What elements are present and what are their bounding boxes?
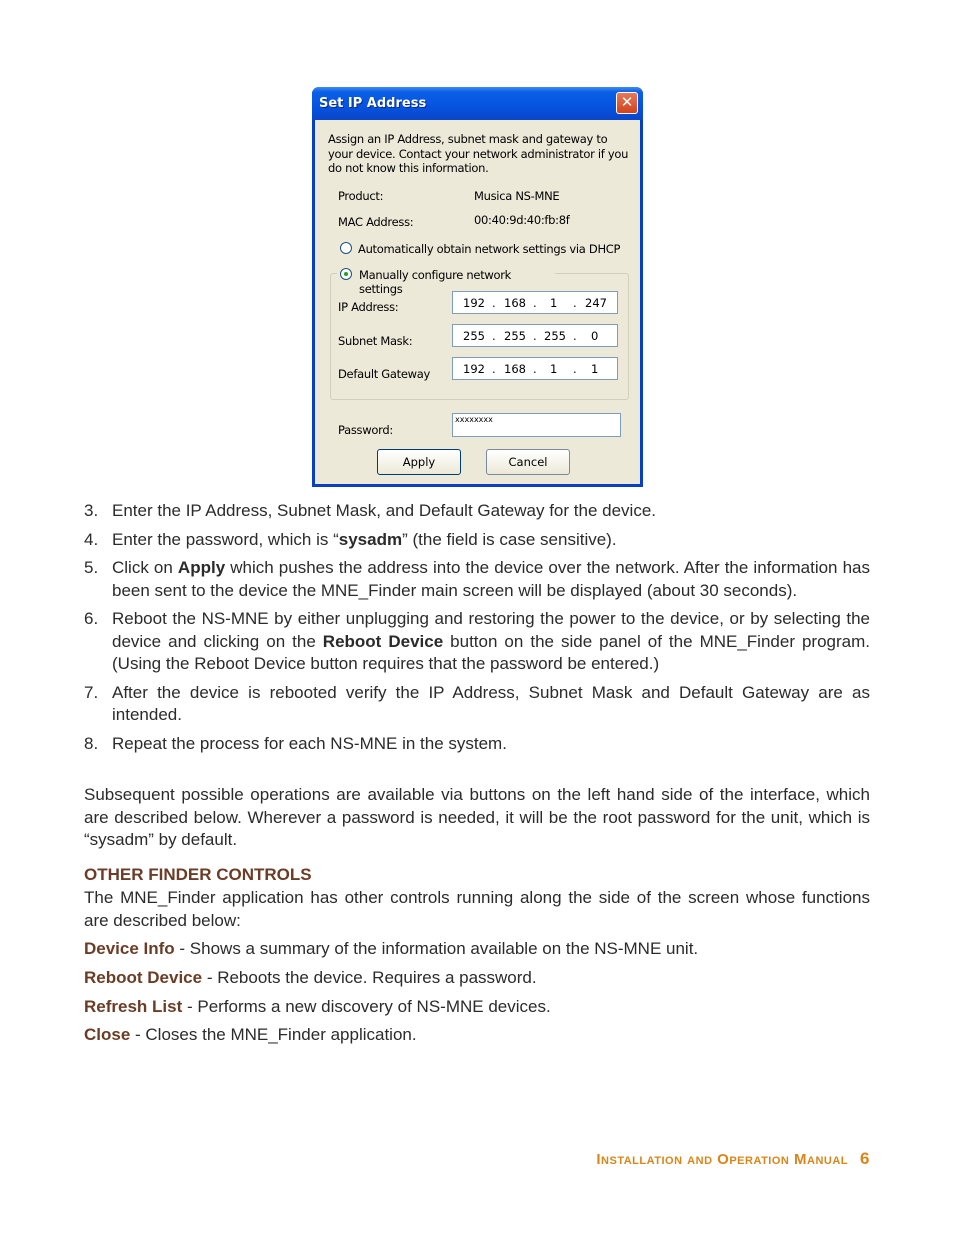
- control-close: [84, 1024, 870, 1047]
- page-footer: [596, 1149, 870, 1169]
- apply-button[interactable]: Apply: [377, 449, 461, 475]
- control-device-info: [84, 938, 870, 961]
- default-gateway-field[interactable]: [452, 357, 618, 380]
- dialog-intro: Assign an IP Address, subnet mask and gateway to your device. Contact your network administrator if you do not know this information.: [328, 132, 629, 175]
- control-desc: - Closes the MNE_Finder application.: [130, 1025, 417, 1044]
- subnet-mask-label: Subnet Mask:: [338, 334, 413, 348]
- step-text: which pushes the address into the device over the network. After the information has been sent to the device the MNE_Finder main screen will be displayed (about 30 seconds).: [112, 558, 871, 600]
- step-text: button on the side panel of the MNE_Finder program. (Using the Reboot Device button requires that the password be entered.): [112, 631, 871, 673]
- gateway-dot: .: [492, 362, 496, 376]
- ip-address-field[interactable]: [452, 291, 618, 314]
- list-item: [84, 733, 870, 756]
- steps-list: [84, 500, 870, 761]
- mask-dot: .: [533, 329, 537, 343]
- mac-address-value: 00:40:9d:40:fb:8f: [474, 213, 570, 227]
- step-text: ” (the field is case sensitive).: [402, 529, 617, 549]
- gateway-octet-1: 192: [463, 362, 485, 376]
- control-desc: - Performs a new discovery of NS-MNE devices.: [182, 997, 551, 1016]
- subnet-mask-field[interactable]: [452, 324, 618, 347]
- step-text: Reboot the NS-MNE by either unplugging and restoring the power to the device, or by selecting the device and clicking on the: [112, 609, 870, 651]
- gateway-octet-2: 168: [504, 362, 526, 376]
- list-item: [84, 500, 870, 523]
- control-reboot-device: [84, 967, 870, 990]
- ip-octet-1: 192: [463, 296, 485, 310]
- step-text: Repeat the process for each NS-MNE in the system.: [112, 733, 507, 753]
- step-text: Click on: [112, 558, 178, 577]
- ip-address-label: IP Address:: [338, 300, 399, 314]
- step-number: 8.: [84, 733, 99, 753]
- password-value: xxxxxxxx: [455, 415, 493, 424]
- gateway-dot: .: [533, 362, 537, 376]
- step-text: Enter the password, which is “: [112, 529, 339, 549]
- cancel-button[interactable]: Cancel: [486, 449, 570, 475]
- gateway-octet-4: 1: [591, 362, 599, 376]
- mask-dot: .: [573, 329, 577, 343]
- password-field[interactable]: [452, 413, 621, 437]
- dhcp-radio[interactable]: [340, 242, 352, 254]
- dialog-title: Set IP Address: [319, 96, 427, 111]
- set-ip-address-dialog: [312, 87, 643, 487]
- gateway-octet-3: 1: [550, 362, 558, 376]
- section-heading: OTHER FINDER CONTROLS: [84, 865, 312, 884]
- page-number: 6: [860, 1149, 870, 1168]
- step-number: 5.: [84, 558, 99, 577]
- mac-address-label: MAC Address:: [338, 215, 414, 229]
- control-refresh-list: [84, 996, 870, 1019]
- subsequent-paragraph: Subsequent possible operations are available via buttons on the left hand side of the interface, which are described below. Wherever a password is needed, it will be the root password for the unit, which is “sysadm” by default.: [84, 785, 870, 849]
- product-label: Product:: [338, 189, 384, 203]
- manual-radio[interactable]: [340, 268, 352, 280]
- product-value: Musica NS-MNE: [474, 189, 560, 203]
- dialog-titlebar: [312, 87, 643, 120]
- section-intro: The MNE_Finder application has other controls running along the side of the screen whose functions are described below:: [84, 888, 870, 930]
- ip-octet-3: 1: [550, 296, 558, 310]
- control-term: Close: [84, 1025, 131, 1044]
- step-text: After the device is rebooted verify the IP Address, Subnet Mask and Default Gateway are as intended.: [112, 682, 870, 724]
- step-number: 4.: [84, 529, 99, 549]
- ip-dot: .: [573, 296, 577, 310]
- gateway-dot: .: [573, 362, 577, 376]
- step-number: 7.: [84, 682, 99, 702]
- mask-octet-3: 255: [544, 329, 566, 343]
- mask-octet-2: 255: [504, 329, 526, 343]
- ip-dot: .: [492, 296, 496, 310]
- ip-octet-2: 168: [504, 296, 526, 310]
- step-number: 6.: [84, 609, 99, 628]
- list-item: [84, 682, 870, 727]
- ip-dot: .: [533, 296, 537, 310]
- step-number: 3.: [84, 501, 99, 520]
- step-bold: Apply: [177, 558, 226, 577]
- groupbox-legend: [337, 266, 555, 296]
- list-item: [84, 608, 870, 676]
- control-desc: - Shows a summary of the information available on the NS-MNE unit.: [174, 939, 699, 958]
- default-gateway-label: Default Gateway: [338, 367, 430, 381]
- list-item: [84, 557, 870, 602]
- control-term: Reboot Device: [84, 968, 203, 987]
- mask-dot: .: [492, 329, 496, 343]
- mask-octet-4: 0: [591, 329, 599, 343]
- password-label: Password:: [338, 423, 393, 437]
- step-bold: Reboot Device: [322, 631, 444, 651]
- control-term: Device Info: [84, 939, 175, 958]
- close-icon[interactable]: ✕: [616, 92, 638, 114]
- control-desc: - Reboots the device. Requires a password.: [202, 968, 537, 987]
- manual-label: Manually configure network settings: [359, 268, 512, 296]
- control-term: Refresh List: [84, 997, 183, 1016]
- dhcp-label: Automatically obtain network settings via DHCP: [358, 242, 621, 256]
- list-item: [84, 529, 870, 552]
- ip-octet-4: 247: [585, 296, 607, 310]
- footer-title: Installation and Operation Manual: [596, 1151, 849, 1168]
- step-text: Enter the IP Address, Subnet Mask, and Default Gateway for the device.: [112, 501, 656, 520]
- mask-octet-1: 255: [463, 329, 485, 343]
- step-bold: sysadm: [338, 529, 403, 549]
